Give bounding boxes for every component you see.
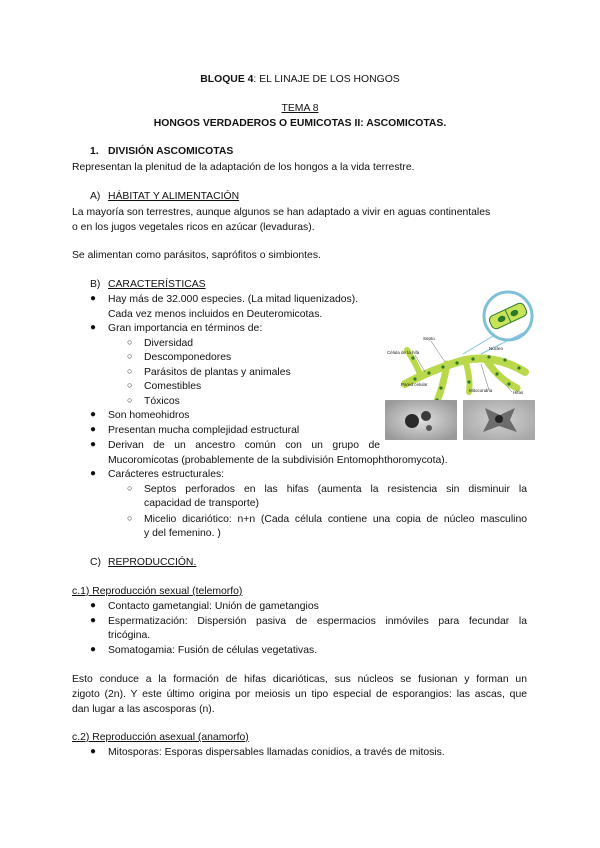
list-item-continuation: Mucoromicotas (probablemente de la subdivisión Entomophthoromycota). [108, 455, 448, 466]
bullet-icon: ● [90, 600, 97, 611]
reproduction-paragraph-line: Esto conduce a la formación de hifas dicarióticas, sus núcleos se fusionan y forman un [72, 674, 527, 685]
section-intro: Representan la plenitud de la adaptación de los hongos a la vida terrestre. [72, 162, 415, 173]
sub-list-item: Comestibles [144, 381, 202, 392]
bullet-icon: ● [90, 293, 97, 304]
micrograph-photos [385, 400, 535, 440]
bullet-icon: ● [90, 409, 97, 420]
list-item: Hay más de 32.000 especies. (La mitad liquenizados). [108, 294, 359, 305]
bullet-icon: ● [90, 439, 97, 450]
section-number: 1. [90, 146, 99, 157]
list-item: Contacto gametangial: Unión de gametangios [108, 601, 319, 612]
sub-list-item: Parásitos de plantas y animales [144, 367, 291, 378]
sub-list-item: Micelio dicariótico: n+n (Cada célula contiene una copia de núcleo masculino [144, 514, 527, 525]
bullet-icon: ● [90, 468, 97, 479]
bullet-icon: ● [90, 424, 97, 435]
figure-label-septo: Septo [423, 336, 435, 341]
list-item: Espermatización: Dispersión pasiva de espermacios inmóviles para fecundar la [108, 616, 527, 627]
c2-heading: c.2) Reproducción asexual (anamorfo) [72, 732, 249, 743]
tema-label: TEMA 8 [281, 103, 319, 114]
reproduction-paragraph-line: dan lugar a las ascosporas (n). [72, 704, 215, 715]
sub-list-item: Tóxicos [144, 396, 180, 407]
sub-list-item: Septos perforados en las hifas (aumenta la resistencia sin disminuir la [144, 484, 527, 495]
habitat-paragraph-line: La mayoría son terrestres, aunque algunos se han adaptado a vivir en aguas continentales [72, 207, 491, 218]
list-item: Son homeohidros [108, 410, 190, 421]
page-header [0, 73, 600, 86]
circle-bullet-icon: ○ [127, 351, 133, 361]
bloque-title: : EL LINAJE DE LOS HONGOS [253, 74, 400, 85]
sub-list-item: Descomponedores [144, 352, 232, 363]
figure-label-hifas: Hifas [513, 390, 524, 395]
sub-list-item-continuation: capacidad de transporte) [144, 498, 259, 509]
figure-label-celula: Célula de la hifa [387, 350, 420, 355]
list-item-continuation: tricógina. [108, 630, 151, 641]
page-subtitle: HONGOS VERDADEROS O EUMICOTAS II: ASCOMICOTAS. [153, 118, 447, 129]
list-item: Gran importancia en términos de: [108, 323, 263, 334]
list-item: Derivan de un ancestro común con un grupo de [108, 440, 380, 451]
list-item: Carácteres estructurales: [108, 469, 225, 480]
bullet-icon: ● [90, 615, 97, 626]
hypha-figure [385, 288, 535, 436]
subsection-c-title: REPRODUCCIÓN. [108, 557, 197, 568]
circle-bullet-icon: ○ [127, 395, 133, 405]
circle-bullet-icon: ○ [127, 337, 133, 347]
alimentacion-paragraph: Se alimentan como parásitos, saprófitos o simbiontes. [72, 250, 321, 261]
c1-heading: c.1) Reproducción sexual (telemorfo) [72, 586, 243, 597]
micrograph-left [385, 400, 457, 440]
list-item: Somatogamia: Fusión de células vegetativas. [108, 645, 318, 656]
section-title: DIVISIÓN ASCOMICOTAS [108, 146, 234, 157]
subsection-c-letter: C) [90, 557, 101, 568]
figure-label-nucleo: Núcleo [489, 346, 504, 351]
list-item: Presentan mucha complejidad estructural [108, 425, 300, 436]
bullet-icon: ● [90, 644, 97, 655]
circle-bullet-icon: ○ [127, 513, 133, 523]
hyphae-branches [405, 350, 525, 406]
figure-label-mitocondria: Mitocondria [469, 388, 493, 393]
list-item: Mitosporas: Esporas dispersables llamadas conidios, a través de mitosis. [108, 747, 445, 758]
bloque-label: BLOQUE 4 [200, 74, 254, 85]
bullet-icon: ● [90, 322, 97, 333]
sub-list-item: Diversidad [144, 338, 194, 349]
reproduction-paragraph-line: zigoto (2n). Y este último origina por meiosis un tipo especial de esporangios: las ascas, que [72, 689, 527, 700]
subsection-b-letter: B) [90, 279, 101, 290]
figure-label-pared: Pared celular [401, 382, 428, 387]
sub-list-item-continuation: y del femenino. ) [144, 528, 221, 539]
circle-bullet-icon: ○ [127, 380, 133, 390]
bullet-icon: ● [90, 746, 97, 757]
list-item-continuation: Cada vez menos incluidos en Deuteromicotas. [108, 309, 323, 320]
subsection-b-title: CARACTERÍSTICAS [108, 279, 206, 290]
circle-bullet-icon: ○ [127, 483, 133, 493]
habitat-paragraph-line: o en los jugos vegetales ricos en azúcar (levaduras). [72, 222, 315, 233]
subsection-a-title: HÁBITAT Y ALIMENTACIÓN [108, 191, 240, 202]
circle-bullet-icon: ○ [127, 366, 133, 376]
subsection-a-letter: A) [90, 191, 101, 202]
